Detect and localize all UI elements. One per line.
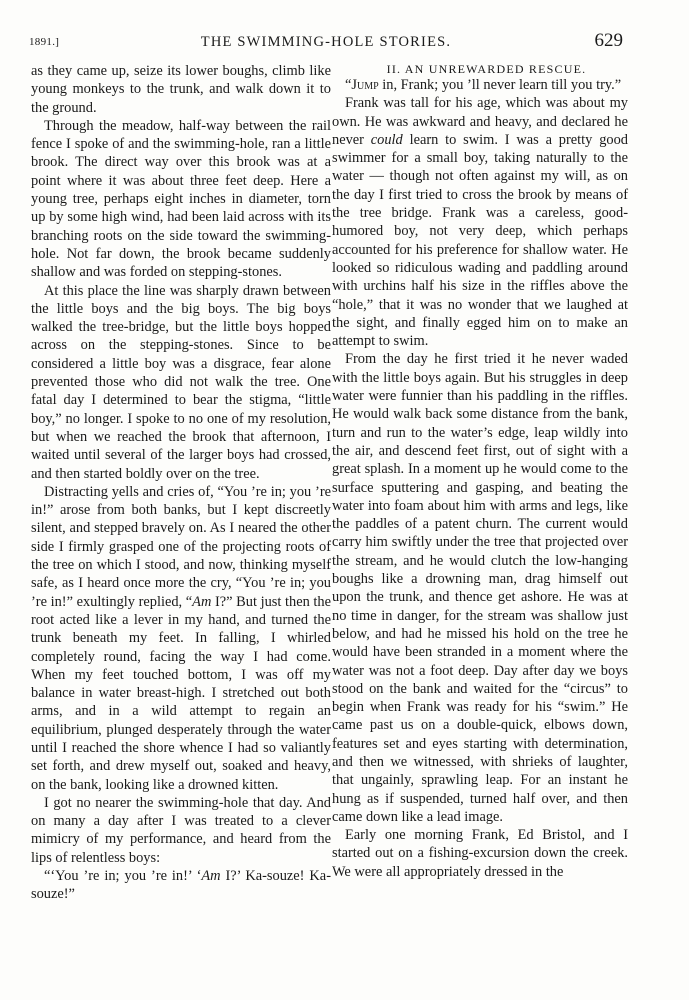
page-number: 629: [594, 30, 623, 51]
quotation: [31, 867, 331, 904]
emphasis: could: [370, 131, 403, 148]
paragraph: I got no nearer the swimming-hole that day. And on many a day after I was treated to a clever mimicry of my performance, and heard from the lips of relentless boys:: [31, 794, 331, 866]
paragraph: [332, 94, 628, 350]
emphasis: Am: [201, 868, 221, 885]
paragraph-text: learn to swim. I was a pretty good swimmer for a small boy, taking naturally to the water — though not often against my will, as on the day I first tried to cross the brook by means of the tree bridge. Frank was a careless, good-humored boy, not very deep, which perhaps accounted for his preference for shallow water. He looked so ridiculous wading and paddling around with urchins half his size in the riffles above the “hole,” that it was no wonder that we laughed at the sight, and finally egged him on to make an attempt to swim.: [332, 131, 628, 350]
paragraph: Through the meadow, half-way between the rail fence I spoke of and the swimming-hole, ran a little brook. The direct way over this brook was at a point where it was about three feet deep. Here a young tree, perhaps eight inches in diameter, torn up by some high wind, had been laid across with its branching roots on the side toward the swimming-hole. Not far down, the brook became suddenly shallow and was forded on stepping-stones.: [31, 117, 331, 281]
section-title: II. AN UNREWARDED RESCUE.: [386, 62, 587, 76]
right-column: [332, 62, 628, 881]
small-caps-lead: “Jump: [345, 77, 379, 93]
paragraph-text: I?’ Ka-souze! Ka-souze!”: [31, 868, 331, 903]
paragraph-text: Distracting yells and cries of, “You ’re in; you ’re in!” arose from both banks, but I kept discreetly silent, and stepped bravely on. As I neared the other side I firmly grasped one of the projecting roots of the tree on which I stood, and now, thinking myself safe, as I heard once more the cry, “You ’re in; you ’re in!” exultingly replied, “: [31, 483, 331, 610]
paragraph-text: “‘You ’re in; you ’re in!’ ‘: [44, 868, 202, 885]
paragraph-text: I?” But just then the root acted like a lever in my hand, and turned the trunk beneath my feet. In falling, I whirled completely round, facing the way I had come. When my feet touched bottom, I was off my balance in water breast-high. I stretched out both arms, and in a wild attempt to regain an equilibrium, plunged desperately through the water until I reached the shore whence I had so valiantly set forth, and drew myself out, soaked and heavy, on the bank, looking like a drowned kitten.: [31, 593, 331, 793]
paragraph: [31, 483, 331, 794]
paragraph: From the day he first tried it he never waded with the little boys again. But his struggles in deep water were funnier than his paddling in the riffles. He would walk back some distance from the bank, turn and run to the water’s edge, leap wildly into the air, and descend feet first, out of sight with a great splash. In a moment up he would come to the surface sputtering and gasping, and beating the water into foam about him with arms and legs, like the paddles of a patent churn. The current would carry him swiftly under the tree that projected over the stream, and he would clutch the low-hanging boughs like a drowning man, drag himself out upon the trunk, and thence get ashore. He was at no time in danger, for the stream was shallow just below, and had he missed his hold on the tree he would have been stranded in a moment where the water was not a foot deep. Day after day we boys stood on the bank and waited for the “circus” to begin when Frank was ready for his “swim.” He came past us on a double-quick, elbows down, features set and eyes starting with determination, and then we witnessed, with shrieks of laughter, that ungainly, sprawling leap. For an instant he hung as if suspended, turned half over, and then came down like a lead image.: [332, 351, 628, 825]
paragraph: At this place the line was sharply drawn between the little boys and the big boys. The big boys walked the tree-bridge, but the little boys hopped across on the stepping-stones. Since to be considered a little boy was a disgrace, fear alone prevented those who did not walk the tree. One fatal day I determined to bear the stigma, “little boy,” no longer. I spoke to no one of my resolution, but when we reached the brook that afternoon, I waited until several of the larger boys had crossed, and then started boldly over on the tree.: [31, 282, 331, 482]
emphasis: Am: [192, 593, 212, 610]
page-header: [29, 30, 623, 54]
left-column: [31, 62, 331, 904]
paragraph-text: Frank was tall for his age, which was about my own. He was awkward and heavy, and declared he never: [332, 95, 628, 148]
paragraph: Early one morning Frank, Ed Bristol, and I started out on a fishing-excursion down the creek. We were all appropriately dressed in the: [332, 827, 628, 880]
paragraph-text: in, Frank; you ’ll never learn till you try.”: [378, 77, 622, 93]
paragraph: as they came up, seize its lower boughs, climb like young monkeys to the trunk, and walk down it to the ground.: [31, 63, 331, 116]
paragraph: [332, 76, 628, 94]
running-title: THE SWIMMING-HOLE STORIES.: [200, 34, 452, 50]
header-date: 1891.]: [29, 36, 60, 48]
